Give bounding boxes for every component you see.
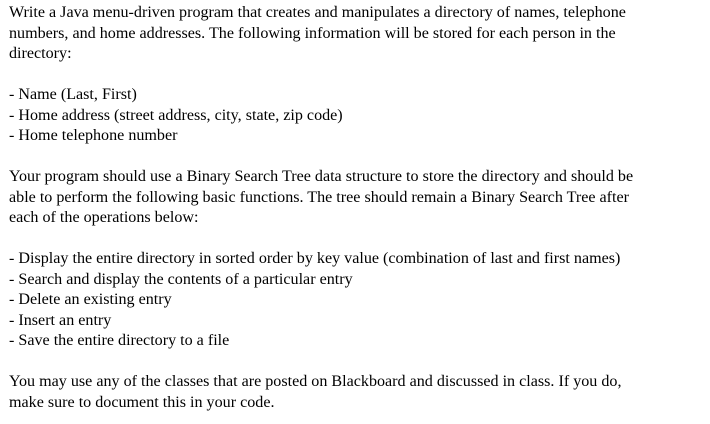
text-line: each of the operations below: bbox=[9, 209, 199, 226]
paragraph-gap bbox=[9, 352, 700, 373]
fields-list bbox=[9, 85, 700, 147]
paragraph-gap bbox=[9, 147, 700, 168]
intro-paragraph bbox=[9, 3, 700, 65]
text-line: make sure to document this in your code. bbox=[9, 393, 275, 411]
list-item: - Delete an existing entry bbox=[9, 291, 172, 308]
closing-paragraph bbox=[9, 372, 700, 413]
list-item: - Insert an entry bbox=[9, 311, 112, 329]
functions-list bbox=[9, 249, 700, 352]
text-line: able to perform the following basic functions. The tree should remain a Binary Search Tree after bbox=[9, 188, 630, 206]
text-line: numbers, and home addresses. The following information will be stored for each person in the bbox=[9, 24, 616, 42]
requirements-paragraph bbox=[9, 167, 700, 229]
text-line: You may use any of the classes that are posted on Blackboard and discussed in class. If you do, bbox=[9, 373, 622, 390]
paragraph-gap bbox=[9, 229, 700, 250]
list-item: - Home telephone number bbox=[9, 127, 178, 144]
text-line: directory: bbox=[9, 45, 72, 62]
list-item: - Home address (street address, city, state, zip code) bbox=[9, 106, 343, 124]
list-item: - Search and display the contents of a particular entry bbox=[9, 270, 353, 288]
paragraph-gap bbox=[9, 65, 700, 86]
text-line: Write a Java menu-driven program that creates and manipulates a directory of names, telephone bbox=[9, 4, 626, 21]
list-item: - Save the entire directory to a file bbox=[9, 332, 230, 349]
list-item: - Name (Last, First) bbox=[9, 86, 137, 103]
list-item: - Display the entire directory in sorted order by key value (combination of last and first names) bbox=[9, 250, 621, 267]
text-line: Your program should use a Binary Search Tree data structure to store the directory and should be bbox=[9, 168, 634, 185]
